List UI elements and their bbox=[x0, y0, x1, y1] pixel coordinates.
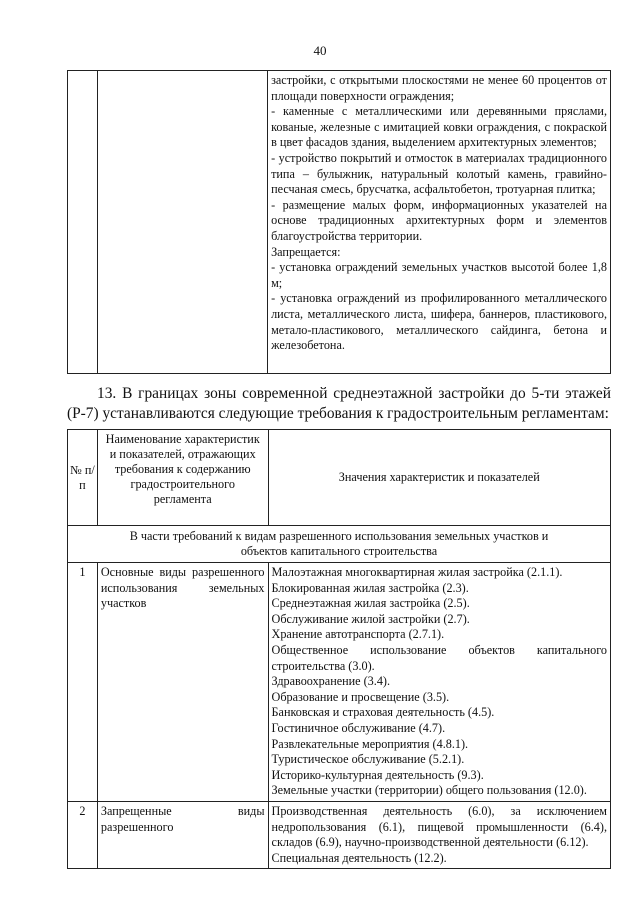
header-value: Значения характеристик и показателей bbox=[268, 430, 610, 526]
table-subheader-text: В части требований к видам разрешенного использования земельных участков и объектов капитального строительства bbox=[129, 529, 549, 558]
continuation-cell-name bbox=[97, 71, 267, 374]
table-header-row bbox=[68, 430, 611, 526]
table-row bbox=[68, 563, 611, 802]
row-name-text: Запрещенные виды разрешенного bbox=[100, 803, 265, 834]
continuation-table bbox=[67, 70, 611, 374]
row-name bbox=[97, 801, 268, 868]
row-name bbox=[97, 563, 268, 802]
list-item: Туристическое обслуживание (5.2.1). bbox=[271, 752, 465, 767]
row-num: 1 bbox=[68, 563, 98, 802]
list-item: Гостиничное обслуживание (4.7). bbox=[271, 720, 446, 735]
continuation-line: - размещение малых форм, информационных указателей на основе традиционных архитектурных форм и элементов благоустройства территории. bbox=[271, 197, 607, 243]
row-name-text: Основные виды разрешенного использования земельных участков bbox=[100, 565, 265, 611]
list-item: Развлекательные мероприятия (4.8.1). bbox=[271, 736, 469, 751]
continuation-cell-value bbox=[268, 71, 611, 374]
table-subheader-row bbox=[68, 526, 611, 563]
table-row bbox=[68, 801, 611, 868]
list-item: Банковская и страховая деятельность (4.5). bbox=[271, 705, 495, 720]
continuation-cell-num bbox=[68, 71, 98, 374]
continuation-line: застройки, с открытыми плоскостями не менее 60 процентов от площади поверхности ограждения; bbox=[271, 73, 607, 103]
list-item: Хранение автотранспорта (2.7.1). bbox=[271, 627, 445, 642]
list-item: Общественное использование объектов капитального строительства (3.0). bbox=[271, 642, 607, 673]
row-values bbox=[268, 563, 610, 802]
list-item: Малоэтажная многоквартирная жилая застройка (2.1.1). bbox=[271, 565, 563, 579]
section-text: 13. В границах зоны современной среднеэтажной застройки до 5-ти этажей (Р-7) устанавливаются следующие требования к градостроительным регламентам: bbox=[67, 385, 611, 422]
list-item: Образование и просвещение (3.5). bbox=[271, 689, 450, 704]
continuation-line: - установка ограждений земельных участков высотой более 1,8 м; bbox=[271, 260, 607, 290]
section-heading bbox=[67, 384, 611, 424]
page-number: 40 bbox=[313, 43, 327, 58]
row-num: 2 bbox=[68, 801, 98, 868]
list-item: Специальная деятельность (12.2). bbox=[271, 850, 447, 865]
header-name-text: Наименование характеристик и показателей, отражающих требования к содержанию градостроительного регламента bbox=[105, 432, 260, 506]
table-subheader bbox=[68, 526, 611, 563]
header-name bbox=[97, 430, 268, 526]
list-item: Производственная деятельность (6.0), за исключением недропользования (6.1), пищевой промышленности (6.4), складов (6.9), научно-производственной деятельности (6.12). bbox=[271, 803, 607, 850]
continuation-line: - устройство покрытий и отмосток в материалах традиционного типа – булыжник, натуральный колотый камень, гравийно-песчаная смесь, брусчатка, асфальтобетон, тротуарная плитка; bbox=[271, 150, 607, 197]
requirements-table bbox=[67, 429, 611, 869]
row-values bbox=[268, 801, 610, 868]
continuation-line: Запрещается: bbox=[271, 244, 341, 259]
list-item: Блокированная жилая застройка (2.3). bbox=[271, 580, 469, 595]
header-num: № п/п bbox=[68, 430, 98, 526]
continuation-line: - каменные с металлическими или деревянными пряслами, кованые, железные с имитацией ковки ограждения, с покраской в цвет фасадов здания, выделением архитектурных элементов; bbox=[271, 104, 607, 150]
list-item: Обслуживание жилой застройки (2.7). bbox=[271, 611, 470, 626]
continuation-line: - установка ограждений из профилированного металлического листа, металлического листа, шифера, баннеров, пластикового, метало-пластикового, металлического сайдинга, бетона и железобетона. bbox=[271, 291, 607, 353]
list-item: Среднеэтажная жилая застройка (2.5). bbox=[271, 596, 470, 611]
list-item: Историко-культурная деятельность (9.3). bbox=[271, 767, 484, 782]
list-item: Здравоохранение (3.4). bbox=[271, 674, 391, 689]
list-item: Земельные участки (территории) общего пользования (12.0). bbox=[271, 783, 587, 798]
